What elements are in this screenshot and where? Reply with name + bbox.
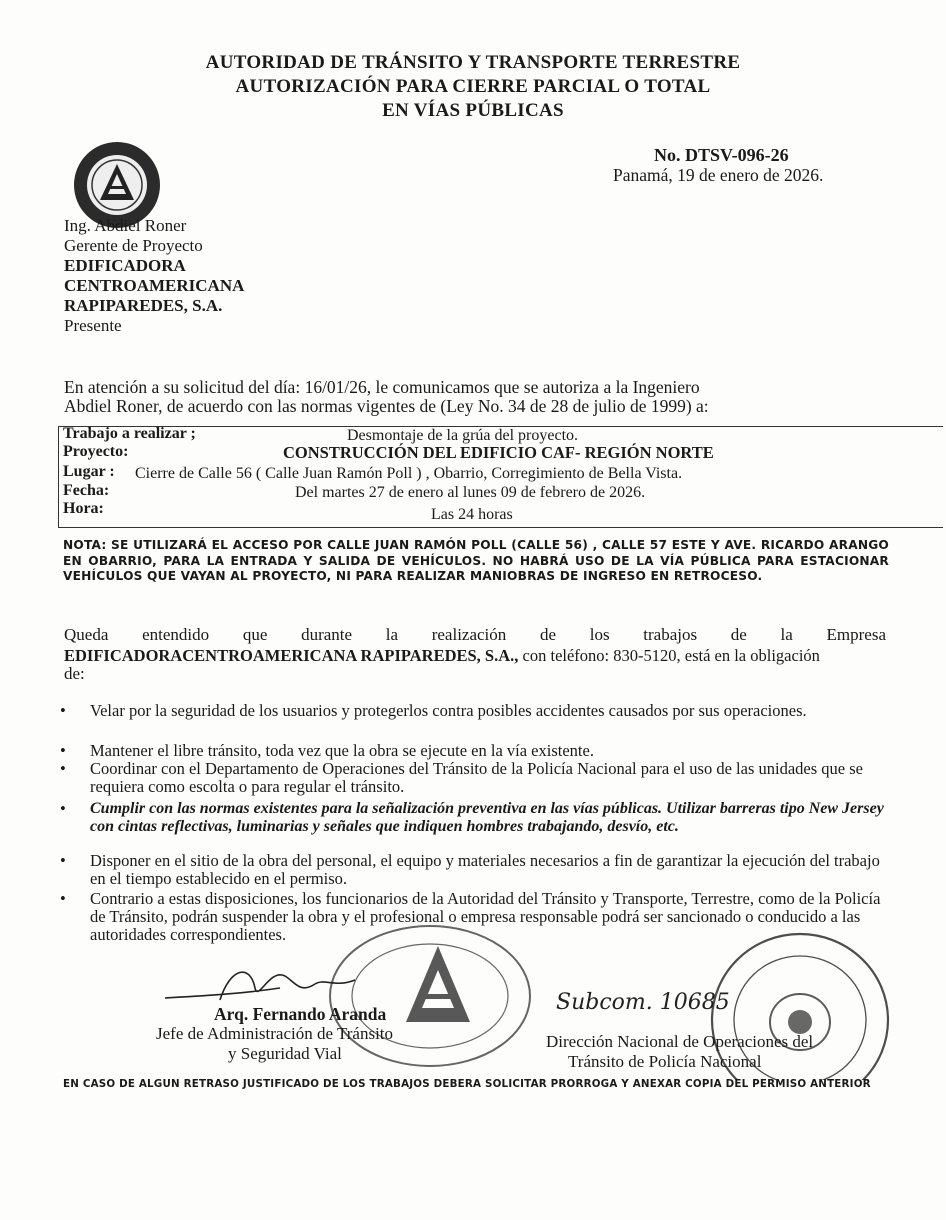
bullet-text: Cumplir con las normas existentes para la señalización preventiva en las vías públicas. Utilizar barreras tipo New Jersey con cintas reflectivas, luminarias y señales que indiquen hombres trabajando, desvío, etc. bbox=[90, 800, 884, 835]
access-note: NOTA: SE UTILIZARÁ EL ACCESO POR CALLE JUAN RAMÓN POLL (CALLE 56) , CALLE 57 ESTE Y AVE. RICARDO ARANGO EN OBARRIO, PARA LA ENTRADA Y SALIDA DE VEHÍCULOS. NO HABRÁ USO DE LA VÍA PÚBLICA PARA ESTACIONAR VEHÍCULOS QUE VAYAN AL PROYECTO, NI PARA REALIZAR MANIOBRAS DE INGRESO EN RETROCESO. bbox=[63, 538, 889, 583]
signature-scribble-left bbox=[160, 958, 390, 1008]
lugar-value: Cierre de Calle 56 ( Calle Juan Ramón Poll ) , Obarrio, Corregimiento de Bella Vista. bbox=[135, 465, 683, 482]
signer-right-title1: Dirección Nacional de Operaciones del bbox=[546, 1032, 814, 1051]
fecha-label: Fecha: bbox=[63, 482, 110, 499]
signature-handwriting-right: Subcom. 10685 bbox=[556, 990, 730, 1015]
document-date: Panamá, 19 de enero de 2026. bbox=[613, 165, 824, 185]
bullet-text: Coordinar con el Departamento de Operaciones del Tránsito de la Policía Nacional para el uso de las unidades que se requiera como escolta o para regular el tránsito. bbox=[90, 759, 863, 796]
bullet-text: Contrario a estas disposiciones, los funcionarios de la Autoridad del Tránsito y Transporte, Terrestre, como de la Policía de Tránsito, podrán suspender la obra y el profesional o empresa responsable podrá ser sancionado o conducido a las autoridades correspondientes. bbox=[90, 889, 881, 944]
header-line-3: EN VÍAS PÚBLICAS bbox=[382, 100, 564, 121]
recipient-company-line2: CENTROAMERICANA bbox=[64, 276, 245, 295]
proyecto-label: Proyecto: bbox=[63, 443, 129, 460]
list-item bbox=[60, 800, 892, 854]
obligation-company: EDIFICADORACENTROAMERICANA RAPIPAREDES, S.A., bbox=[64, 646, 519, 665]
recipient-name: Ing. Abdiel Roner bbox=[64, 216, 187, 235]
trabajo-value: Desmontaje de la grúa del proyecto. bbox=[347, 427, 579, 444]
intro-line1: En atención a su solicitud del día: 16/01/26, le comunicamos que se autoriza a la Ingeniero bbox=[64, 377, 700, 397]
lugar-label: Lugar : bbox=[63, 463, 115, 480]
bullet-text: Disponer en el sitio de la obra del personal, el equipo y materiales necesarios a fin de garantizar la ejecución del trabajo en el tiempo establecido en el permiso. bbox=[90, 851, 880, 888]
bullet-text: Velar por la seguridad de los usuarios y protegerlos contra posibles accidentes causados por sus operaciones. bbox=[90, 701, 807, 720]
obligation-line2 bbox=[64, 646, 820, 666]
bullet-icon: • bbox=[60, 851, 66, 870]
hora-value: Las 24 horas bbox=[431, 506, 513, 523]
hora-label: Hora: bbox=[63, 500, 104, 517]
bullet-icon: • bbox=[60, 701, 66, 720]
bullet-icon: • bbox=[60, 741, 66, 760]
recipient-company-line3: RAPIPAREDES, S.A. bbox=[64, 296, 223, 315]
obligation-phone: con teléfono: 830-5120, está en la obligación bbox=[522, 646, 820, 665]
list-item bbox=[60, 852, 892, 892]
authorization-details-box bbox=[58, 426, 943, 528]
reference-number: No. DTSV-096-26 bbox=[654, 145, 789, 165]
signer-right-title2: Tránsito de Policía Nacional bbox=[568, 1052, 762, 1071]
bullet-text: Mantener el libre tránsito, toda vez que la obra se ejecute en la vía existente. bbox=[90, 741, 594, 760]
recipient-presente: Presente bbox=[64, 316, 122, 335]
list-item bbox=[60, 760, 892, 800]
proyecto-value: CONSTRUCCIÓN DEL EDIFICIO CAF- REGIÓN NORTE bbox=[283, 443, 714, 462]
recipient-title: Gerente de Proyecto bbox=[64, 236, 203, 255]
signer-left-title2: y Seguridad Vial bbox=[228, 1044, 342, 1063]
fecha-value: Del martes 27 de enero al lunes 09 de febrero de 2026. bbox=[295, 484, 646, 501]
footer-note: EN CASO DE ALGUN RETRASO JUSTIFICADO DE LOS TRABAJOS DEBERA SOLICITAR PRORROGA Y ANEXAR COPIA DEL PERMISO ANTERIOR bbox=[63, 1078, 871, 1090]
bullet-icon: • bbox=[60, 799, 66, 818]
header-line-1: AUTORIDAD DE TRÁNSITO Y TRANSPORTE TERRESTRE bbox=[205, 52, 741, 73]
bullet-icon: • bbox=[60, 889, 66, 908]
list-item bbox=[60, 702, 892, 742]
obligation-line1: Queda entendido que durante la realización de los trabajos de la Empresa bbox=[64, 625, 886, 644]
signer-left-title1: Jefe de Administración de Tránsito bbox=[156, 1024, 394, 1043]
header-line-2: AUTORIZACIÓN PARA CIERRE PARCIAL O TOTAL bbox=[235, 76, 711, 97]
trabajo-label: Trabajo a realizar ; bbox=[63, 425, 196, 442]
bullet-icon: • bbox=[60, 759, 66, 778]
signer-left-name: Arq. Fernando Aranda bbox=[214, 1004, 387, 1024]
recipient-company-line1: EDIFICADORA bbox=[64, 256, 186, 275]
obligation-line3: de: bbox=[64, 664, 85, 683]
intro-line2: Abdiel Roner, de acuerdo con las normas vigentes de (Ley No. 34 de 28 de julio de 1999) a: bbox=[64, 396, 709, 416]
